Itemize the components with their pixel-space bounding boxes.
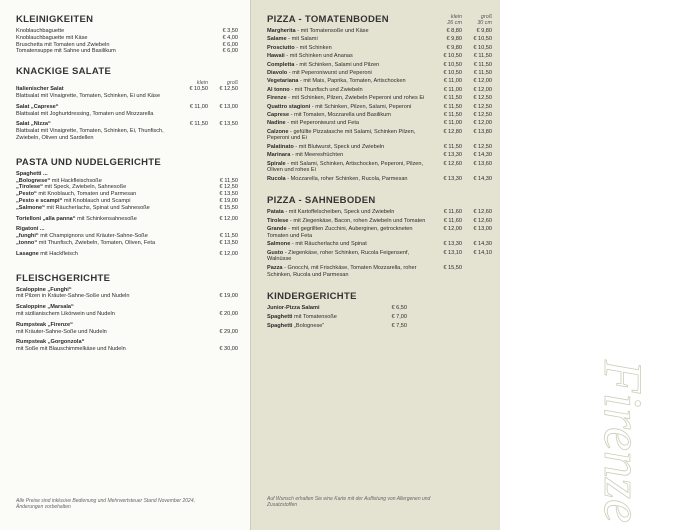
item-name: Nadine [267, 120, 286, 127]
item-price-klein: € 11,00 [443, 78, 462, 85]
item-price-klein: € 13,30 [443, 241, 462, 248]
item-name: Spaghetti [267, 313, 293, 320]
kinder-list [267, 305, 407, 331]
item-price: € 7,50 [391, 322, 407, 329]
item-price: € 6,00 [222, 41, 238, 48]
item-text: Tirolese - mit Ziegenkäse, Bacon, rohen Zwiebeln und Tomaten [267, 217, 426, 224]
item-desc: Gnocchi, mit Frischkäse, Tomaten Mozzarella, roher Schinken, Rucola und Parmesan [267, 264, 417, 278]
item-name: Rumpsteak „Gorgonzola“ [16, 339, 85, 346]
item-desc: mit Soße mit Blauschimmelkäse und Nudeln [16, 346, 126, 353]
item-name: Tirolese [267, 217, 289, 224]
item-desc: mit Salami, Schinken, Artischocken, Peperoni, Pilzen, Oliven und rohes Ei [267, 160, 424, 174]
item-price-gross: € 10,50 [473, 44, 492, 51]
item-desc: mit Blutwurst, Speck und Zwiebeln [298, 143, 385, 150]
item-name: Tortelloni „alla panna“ [16, 215, 76, 222]
item-text: Calzone - gefüllte Pizzatasche mit Salami, Schinken Pilzen, Peperoni und Ei [267, 128, 416, 142]
item-name: Rumpsteak „Firenze“ [16, 321, 73, 328]
item-price: € 19,00 [219, 197, 238, 204]
item-desc: mit Schinken, Salami und Pilzen [299, 61, 380, 68]
sahne-list [267, 209, 492, 280]
item-price: € 4,00 [222, 34, 238, 41]
item-name: Margherita [267, 28, 296, 34]
svg-text:Firenze: Firenze [593, 360, 653, 523]
item-price-klein: € 10,50 [443, 53, 462, 60]
pasta-title: PASTA UND NUDELGERICHTE [16, 156, 162, 168]
item-price-gross [462, 265, 492, 279]
item-text [16, 304, 208, 318]
item-price: € 3,50 [222, 28, 238, 34]
item-name: „Bolognese“ [16, 177, 51, 184]
item-name: „Pesto e scampi“ [16, 197, 63, 204]
menu-item [267, 241, 492, 248]
menu-item [16, 28, 238, 35]
item-name: Spaghetti [267, 322, 293, 329]
item-price-klein: € 12,00 [443, 226, 462, 233]
item-price-klein: € 13,10 [443, 249, 462, 256]
item-price-klein: € 10,50 [443, 69, 462, 76]
right-footnote: Auf Wunsch erhalten Sie eine Karte mit der Auflistung von Allergenen und Zusatzstoffen [267, 496, 431, 509]
pizza-title: PIZZA - TOMATENBODEN [267, 14, 389, 25]
item-desc: mit Mais, Paprika, Tomaten, Artischocken [303, 78, 406, 85]
item-text: Prosciutto - mit Schinken [267, 44, 332, 51]
item-name: Salmone [267, 241, 291, 248]
item-desc: „Bolognese“ [294, 322, 325, 329]
item-desc: mit Tomatensoße und Käse [300, 28, 369, 34]
item-text [16, 191, 208, 198]
item-desc: mit Speck, Zwiebeln, Sahnesoße [44, 184, 127, 191]
item-price: € 12,00 [219, 250, 238, 257]
item-price-klein: € 11,50 [443, 111, 462, 118]
item-price-gross: € 9,80 [476, 28, 492, 34]
item-price-gross: € 10,50 [473, 36, 492, 43]
item-price: € 12,50 [219, 86, 238, 93]
sahne-title: PIZZA - SAHNEBODEN [267, 195, 376, 207]
item-price-gross: € 12,60 [473, 209, 492, 216]
item-name: Prosciutto [267, 44, 295, 51]
menu-item [16, 287, 238, 301]
item-name: Gusto [267, 249, 284, 256]
menu-item [16, 184, 238, 191]
item-name: Salat „Nizza“ [16, 121, 51, 128]
item-price: € 11,50 [219, 177, 238, 184]
item-price: € 12,50 [219, 184, 238, 191]
item-price-klein: € 11,00 [189, 103, 208, 110]
item-name: Knoblauchbaguette mit Käse [16, 34, 88, 41]
item-price-gross: € 12,50 [473, 103, 492, 110]
menu-item [267, 104, 492, 111]
item-text: Hawaii - mit Schinken und Ananas [267, 53, 353, 60]
menu-item [267, 209, 492, 216]
menu-item [267, 53, 492, 60]
item-price-klein: € 12,60 [443, 160, 462, 167]
item-price-gross: € 12,00 [473, 78, 492, 85]
menu-item [267, 36, 492, 43]
menu-item [267, 218, 492, 225]
menu-item [267, 78, 492, 85]
item-price-klein: € 11,00 [443, 120, 462, 127]
item-text: Caprese - mit Tomaten, Mozzarella und Basilikum [267, 111, 391, 118]
item-desc: mit Knoblauch und Scampi [63, 197, 131, 204]
item-price-klein: € 15,50 [443, 264, 462, 271]
menu-item [267, 62, 492, 69]
item-name: „funghi“ [16, 233, 39, 240]
item-desc: mit Pilzen in Kräuter-Sahne-Soße und Nudeln [16, 293, 130, 300]
menu-item [16, 240, 238, 247]
item-desc: mit Schinken, Pilzen, Zwiebeln Peperoni und rohes Ei [291, 95, 425, 102]
menu-item [16, 178, 238, 185]
item-text [267, 305, 377, 312]
item-desc: mit sizilianischem Likörwein und Nudeln [16, 310, 115, 317]
menu-item [267, 95, 492, 102]
item-name: Vegetariana [267, 78, 299, 85]
item-desc: mit Räucherlachs, Spinat und Sahnesoße [46, 204, 150, 211]
kleinigkeiten-title: KLEINIGKEITEN [16, 14, 94, 25]
menu-item [16, 251, 238, 258]
left-column [0, 0, 250, 530]
menu-item [267, 70, 492, 77]
item-desc: mit Schinken [299, 44, 332, 51]
menu-item [16, 339, 238, 353]
menu-item [267, 176, 492, 183]
item-desc: mit Salami [291, 36, 318, 43]
item-text: Pazza - Gnocchi, mit Frischkäse, Tomaten Mozzarella, roher Schinken, Rucola und Parmesan [267, 264, 417, 278]
item-name: Scaloppine „Funghi“ [16, 286, 72, 293]
item-price: € 13,50 [219, 191, 238, 198]
pasta-group-head: Rigatoni ... [16, 226, 45, 233]
menu-item [16, 42, 238, 49]
menu-item [267, 226, 492, 240]
pasta-group-head: Spaghetti ... [16, 170, 48, 177]
item-price-klein: € 9,80 [446, 36, 462, 43]
item-desc: gefüllte Pizzatasche mit Salami, Schinken Pilzen, Peperoni und Ei [267, 128, 416, 142]
menu-item [16, 121, 238, 141]
kleinigkeiten-list [16, 28, 238, 55]
item-name: Spirale [267, 160, 286, 167]
left-footnote: Alle Preise sind inklusive Bedienung und Mehrwertsteuer Stand November 2024, Änderungen vorbehalten [16, 498, 195, 511]
item-desc: mit Schinken und Ananas [289, 53, 353, 60]
item-desc: Mozzarella, roher Schinken, Rucola, Parmesan [290, 175, 408, 182]
item-name: Firenze [267, 95, 287, 102]
item-price-gross: € 13,80 [473, 128, 492, 135]
item-desc: mit gegrillten Zucchini, Auberginen, getrockneten Tomaten und Feta [267, 226, 413, 239]
item-price-gross: € 12,00 [473, 86, 492, 93]
item-name: „Salmone“ [16, 204, 45, 211]
item-text: Grande - mit gegrillten Zucchini, Auberginen, getrockneten Tomaten und Feta [267, 226, 413, 239]
item-desc: mit Thunfisch, Zwiebeln, Tomaten, Oliven, Feta [38, 239, 156, 246]
item-price: € 7,00 [391, 313, 407, 320]
item-price: € 30,00 [219, 346, 238, 353]
pizza-size-header [432, 14, 492, 26]
item-desc: mit Hackfleischsoße [51, 177, 102, 184]
item-desc: mit Champignons und Kräuter-Sahne-Soße [40, 233, 148, 240]
item-desc: mit Tomaten, Mozzarella und Basilikum [294, 111, 391, 118]
item-text [16, 251, 208, 258]
item-text: Rucola - Mozzarella, roher Schinken, Rucola, Parmesan [267, 175, 408, 182]
item-name: Lasagne [16, 250, 39, 257]
item-text [16, 121, 178, 141]
item-price-gross: € 11,50 [473, 69, 492, 76]
item-price: € 20,00 [219, 310, 238, 317]
item-name: Salame [267, 36, 287, 43]
menu-item [267, 112, 492, 119]
item-desc: mit Kartoffelscheiben, Speck und Zwiebeln [288, 209, 395, 216]
salate-header-gross: groß [226, 80, 238, 87]
menu-item [267, 45, 492, 52]
item-name: Italienischer Salat [16, 86, 64, 93]
item-desc: mit Peperoniwurst und Feta [290, 120, 360, 127]
item-text: Al tonno - mit Thunfisch und Zwiebeln [267, 86, 363, 93]
menu-item [16, 198, 238, 205]
item-name: Salat „Caprese“ [16, 103, 59, 110]
item-price: € 13,50 [219, 239, 238, 246]
item-desc: mit Räucherlachs und Spinat [295, 241, 367, 248]
item-name: Junior-Pizza Salami [267, 304, 320, 311]
item-price: € 13,50 [219, 121, 238, 128]
pizza-header-klein: klein [450, 14, 462, 20]
menu-item [16, 104, 238, 118]
item-desc: Blattsalat mit Vinaigrette, Tomaten, Schinken, Ei, Thunfisch, Zwiebeln, Oliven und Sardellen [16, 128, 164, 141]
item-price-gross: € 12,50 [473, 111, 492, 118]
item-name: Al tonno [267, 86, 290, 93]
menu-item [267, 314, 407, 321]
menu-item [16, 86, 238, 100]
fleisch-list [16, 287, 238, 357]
item-desc: mit Schinkensahnesoße [77, 215, 137, 222]
item-price-gross: € 11,50 [473, 53, 492, 60]
item-price-gross: € 12,00 [473, 120, 492, 127]
menu-item [267, 305, 407, 312]
item-price: € 6,00 [222, 48, 238, 55]
item-name: Marinara [267, 152, 291, 159]
item-text: Spirale - mit Salami, Schinken, Artischocken, Peperoni, Pilzen, Oliven und rohes Ei [267, 160, 424, 174]
item-text: Quattro stagioni - mit Schinken, Pilzen, Salami, Peperoni [267, 103, 412, 110]
menu-item [16, 233, 238, 240]
item-gap [16, 353, 238, 357]
menu-item [16, 322, 238, 336]
item-price-klein: € 11,60 [443, 209, 462, 216]
item-text [16, 205, 208, 212]
item-price-klein: € 11,50 [443, 143, 462, 150]
item-text: Firenze - mit Schinken, Pilzen, Zwiebeln Peperoni und rohes Ei [267, 95, 425, 102]
fleisch-title: FLEISCHGERICHTE [16, 272, 111, 284]
item-name: Rucola [267, 175, 286, 182]
item-name: Grande [267, 226, 287, 233]
menu-item [16, 205, 238, 212]
item-name: Pazza [267, 264, 283, 271]
pizza-header-klein-size: 26 cm [447, 20, 462, 26]
right-column [250, 0, 653, 530]
item-name: Quattro stagioni [267, 103, 311, 110]
item-price: € 6,50 [391, 304, 407, 311]
kinder-title: KINDERGERICHTE [267, 290, 357, 302]
item-price: € 19,00 [219, 293, 238, 300]
item-name: Hawaii [267, 53, 285, 60]
item-price-klein: € 11,50 [443, 103, 462, 110]
menu-item [16, 48, 238, 55]
item-name: Palatinato [267, 143, 294, 150]
item-price-gross: € 11,50 [473, 61, 492, 68]
item-desc: mit Peperoniwurst und Peperoni [292, 69, 372, 76]
item-text [16, 233, 208, 240]
menu-item [267, 323, 407, 330]
item-desc: mit Hackfleisch [40, 250, 78, 257]
item-name: Knoblauchbaguette [16, 28, 65, 34]
item-name: Bruschetta mit Tomaten und Zwiebeln [16, 41, 110, 48]
item-name: „tonno“ [16, 239, 38, 246]
item-desc: Blattsalat mit Joghurtdressing, Tomaten und Mozzarella [16, 110, 154, 117]
item-price-klein: € 10,50 [443, 61, 462, 68]
item-price-klein: € 9,80 [446, 44, 462, 51]
item-price-gross: € 14,10 [473, 249, 492, 256]
salate-header-klein: klein [196, 80, 208, 87]
item-text [16, 86, 178, 100]
item-price-klein: € 13,30 [443, 175, 462, 182]
pasta-list [16, 171, 238, 262]
item-name: Caprese [267, 111, 290, 118]
item-price-klein: € 11,50 [189, 121, 208, 128]
pizza-header-gross-size: 30 cm [477, 20, 492, 26]
item-text: Marinara - mit Meeresfrüchten [267, 152, 344, 159]
item-price-klein: € 13,30 [443, 152, 462, 159]
item-name: Diavolo [267, 69, 288, 76]
item-desc: mit Meeresfrüchten [295, 152, 344, 159]
item-price-gross: € 14,30 [473, 175, 492, 182]
item-price: € 29,00 [219, 328, 238, 335]
item-text [267, 323, 377, 330]
item-text: Patata - mit Kartoffelscheiben, Speck und Zwiebeln [267, 209, 395, 216]
menu-item [267, 265, 492, 279]
menu-item [267, 161, 492, 175]
item-text [16, 339, 208, 353]
pizza-header-gross: groß [480, 14, 492, 20]
item-name: Completta [267, 61, 295, 68]
item-text [16, 198, 208, 205]
menu-item [16, 191, 238, 198]
item-desc: mit Ziegenkäse, Bacon, rohen Zwiebeln und Tomaten [293, 217, 426, 224]
item-text: Gusto - Ziegenkäse, roher Schinken, Rucola Feigensenf, Walnüsse [267, 249, 410, 263]
menu-item [267, 250, 492, 264]
item-text: Nadine - mit Peperoniwurst und Feta [267, 120, 360, 127]
item-text: Completta - mit Schinken, Salami und Pilzen [267, 61, 380, 68]
item-text: Vegetariana - mit Mais, Paprika, Tomaten, Artischocken [267, 78, 406, 85]
menu-item [16, 304, 238, 318]
item-name: Calzone [267, 128, 289, 135]
item-desc: mit Knoblauch, Tomaten und Parmesan [38, 191, 137, 198]
item-name: Patata [267, 209, 284, 216]
item-text [16, 322, 208, 336]
item-desc: Blattsalat mit Vinaigrette, Tomaten, Schinken, Ei und Käse [16, 92, 161, 99]
item-price-gross: € 13,60 [473, 160, 492, 167]
item-desc: Ziegenkäse, roher Schinken, Rucola Feigensenf, Walnüsse [267, 249, 410, 263]
item-desc: mit Kräuter-Sahne-Soße und Nudeln [16, 328, 107, 335]
item-price-klein: € 11,00 [443, 86, 462, 93]
item-price: € 12,00 [219, 215, 238, 222]
item-name: „Pesto“ [16, 191, 37, 198]
item-price: € 11,50 [219, 233, 238, 240]
item-price-klein: € 11,60 [443, 217, 462, 224]
item-text [16, 287, 208, 301]
item-price-gross: € 12,60 [473, 217, 492, 224]
item-price-klein: € 10,50 [189, 86, 208, 93]
item-text [267, 314, 377, 321]
menu-item [267, 28, 492, 35]
item-text: Margherita - mit Tomatensoße und Käse [267, 28, 369, 34]
salate-title: KNACKIGE SALATE [16, 66, 112, 78]
item-gap [267, 329, 407, 331]
item-text [16, 216, 208, 223]
pizza-header-row [267, 14, 492, 28]
item-price-gross: € 12,50 [473, 95, 492, 102]
item-desc: mit Schinken, Pilzen, Salami, Peperoni [315, 103, 412, 110]
menu-item [267, 120, 492, 127]
item-price-gross: € 12,50 [473, 143, 492, 150]
menu-item [267, 152, 492, 159]
item-price-gross: € 13,00 [473, 226, 492, 233]
item-name: Tomatensuppe mit Sahne und Basilikum [16, 48, 116, 55]
item-price-gross: € 14,30 [473, 152, 492, 159]
menu-item [267, 129, 492, 143]
item-text: Salmone - mit Räucherlachs und Spinat [267, 241, 367, 248]
item-desc: mit Tomatensoße [294, 313, 337, 320]
menu-item [267, 87, 492, 94]
item-text: Palatinato - mit Blutwurst, Speck und Zwiebeln [267, 143, 385, 150]
item-desc: mit Thunfisch und Zwiebeln [294, 86, 363, 93]
item-text: Diavolo - mit Peperoniwurst und Peperoni [267, 69, 372, 76]
menu-item [267, 144, 492, 151]
item-price: € 15,50 [219, 204, 238, 211]
item-text: Salame - mit Salami [267, 36, 318, 43]
menu-item [16, 35, 238, 42]
menu-item [16, 216, 238, 223]
item-price: € 13,00 [219, 103, 238, 110]
item-price-klein: € 8,80 [446, 28, 462, 34]
item-price-klein: € 12,80 [443, 128, 462, 135]
salate-list [16, 86, 238, 146]
item-price-gross: € 14,30 [473, 241, 492, 248]
item-text [16, 184, 208, 191]
item-name: „Tirolese“ [16, 184, 43, 191]
item-price-klein: € 11,50 [443, 95, 462, 102]
item-name: Scaloppine „Marsala“ [16, 304, 74, 311]
firenze-watermark [575, 352, 675, 522]
item-text [16, 104, 178, 118]
item-text [16, 178, 208, 185]
pizza-list [267, 28, 492, 184]
item-text [16, 240, 208, 247]
